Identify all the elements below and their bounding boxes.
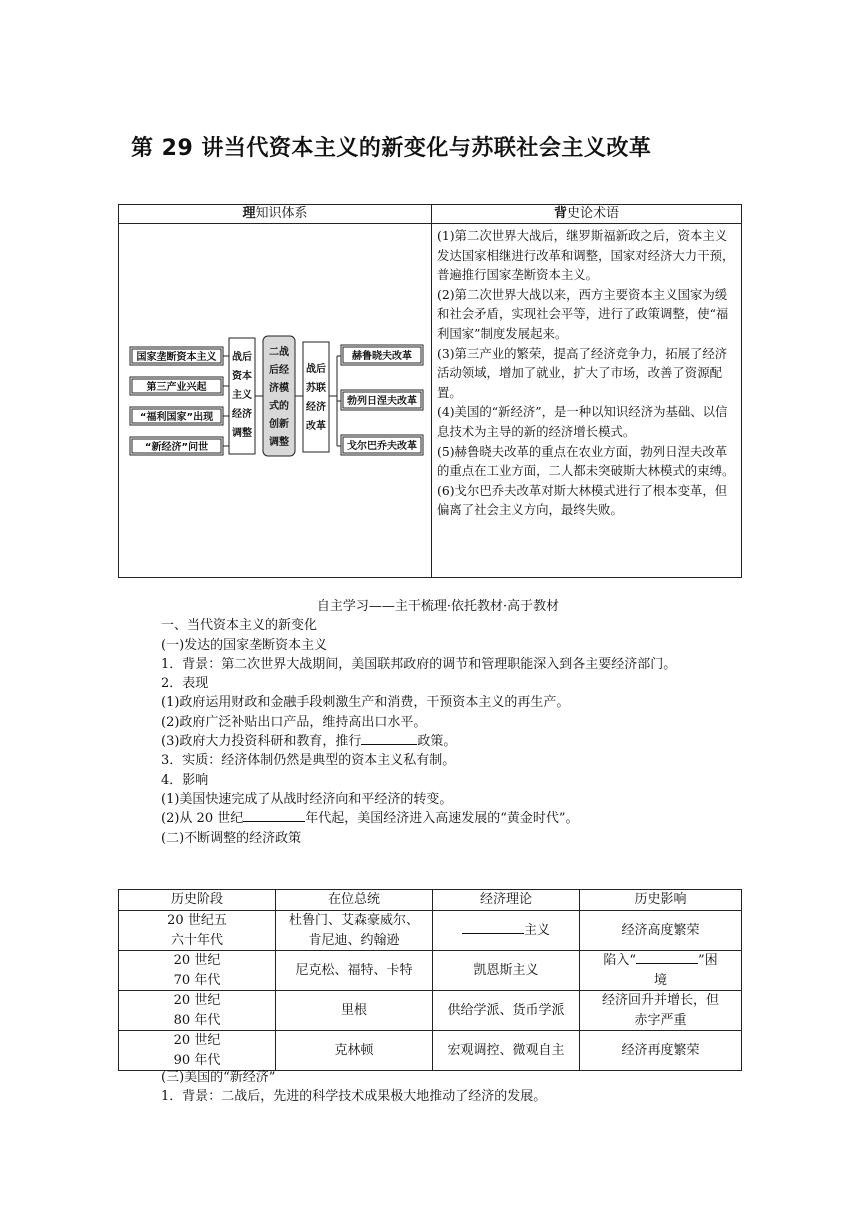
term-note: (1)第二次世界大战后，继罗斯福新政之后，资本主义发达国家相继进行改革和调整，国家对经济大力干预，普遍推行国家垄断资本主义。 <box>437 228 735 283</box>
table-cell: 20 世纪五 六十年代 <box>119 911 276 951</box>
paragraph: 4．影响 <box>161 772 209 788</box>
table-cell: 经济高度繁荣 <box>580 911 742 951</box>
table-cell: 供给学派、货币学派 <box>433 991 580 1031</box>
diagram-right-item: 勃列日涅夫改革 <box>347 396 417 407</box>
term-note: (4)美国的“新经济”，是一种以知识经济为基础、以信息技术为主导的新的经济增长模式。 <box>437 404 728 439</box>
term-note: (6)戈尔巴乔夫改革对斯大林模式进行了根本变革，但偏离了社会主义方向，最终失败。 <box>437 482 728 518</box>
paragraph: (2)政府广泛补贴出口产品，维持高出口水平。 <box>161 714 427 730</box>
diagram-center-line: 济模 <box>269 383 289 394</box>
diagram-left-item: “福利国家”出现 <box>139 412 214 423</box>
column-header: 历史影响 <box>580 890 742 911</box>
diagram-left-group-line: 资本 <box>232 371 252 382</box>
paragraph: (2)从 20 世纪 年代起，美国经济进入高速发展的“黄金时代”。 <box>161 811 579 827</box>
table-cell: 20 世纪 70 年代 <box>119 951 276 991</box>
subsection-title: (二)不断调整的经济政策 <box>161 830 302 846</box>
table-row <box>119 991 742 1031</box>
policy-table <box>118 889 742 1071</box>
knowledge-diagram <box>119 224 431 578</box>
fill-blank[interactable] <box>636 951 698 964</box>
table-cell: 杜鲁门、艾森豪威尔、 肯尼迪、约翰逊 <box>276 911 433 951</box>
fill-blank[interactable] <box>462 921 524 934</box>
column-header: 经济理论 <box>433 890 580 911</box>
term-note: (2)第二次世界大战以来，西方主要资本主义国家为缓和社会矛盾，实现社会平等，进行了政策调整，使“福利国家”制度发展起来。 <box>437 286 729 341</box>
table-cell: 尼克松、福特、卡特 <box>276 951 433 991</box>
table-cell: 经济回升并增长，但 赤字严重 <box>580 991 742 1031</box>
diagram-left-item: 第三产业兴起 <box>146 382 207 393</box>
diagram-center-line: 调整 <box>269 437 289 448</box>
paragraph: (1)美国快速完成了从战时经济向和平经济的转变。 <box>161 791 453 807</box>
new-economy-section <box>134 1068 742 1107</box>
section-heading: 自主学习——主干梳理·依托教材·高于教材 <box>316 599 560 614</box>
term-note: (3)第三产业的繁荣，提高了经济竞争力，拓展了经济活动领域，增加了就业，扩大了市场，改善了资源配置。 <box>437 345 728 400</box>
table-cell: 经济再度繁荣 <box>580 1031 742 1071</box>
table-cell: 20 世纪 80 年代 <box>119 991 276 1031</box>
diagram-right-group-line: 改革 <box>306 421 326 432</box>
diagram-right-item: 赫鲁晓夫改革 <box>352 351 412 362</box>
terms-header: 背史论术语 <box>432 205 742 224</box>
diagram-center-line: 创新 <box>269 419 289 430</box>
diagram-left-group-line: 战后 <box>232 352 252 363</box>
diagram-right-item: 戈尔巴乔夫改革 <box>347 441 417 452</box>
table-cell: 主义 <box>433 911 580 951</box>
knowledge-diagram-cell <box>119 224 432 578</box>
paragraph: (1)政府运用财政和金融手段刺激生产和消费，干预资本主义的再生产。 <box>161 695 570 711</box>
subsection-title: (三)美国的“新经济” <box>161 1070 276 1085</box>
paragraph: 3．实质：经济体制仍然是典型的资本主义私有制。 <box>161 753 456 769</box>
diagram-left-group-line: 调整 <box>232 428 252 439</box>
terms-notes <box>432 224 742 578</box>
term-note: (5)赫鲁晓夫改革的重点在农业方面，勃列日涅夫改革的重点在工业方面，二人都未突破斯大林模式的束缚。 <box>437 443 735 479</box>
diagram-center-line: 式的 <box>269 401 289 412</box>
table-cell: 凯恩斯主义 <box>433 951 580 991</box>
diagram-right-group-line: 经济 <box>306 402 326 413</box>
page-title: 第 29 讲当代资本主义的新变化与苏联社会主义改革 <box>131 136 652 161</box>
table-cell: 陷入“ ”困 境 <box>580 951 742 991</box>
table-cell: 里根 <box>276 991 433 1031</box>
fill-blank[interactable] <box>243 809 305 822</box>
diagram-left-group-line: 经济 <box>232 409 252 420</box>
paragraph: 2．表现 <box>161 676 209 692</box>
diagram-center-line: 后经 <box>269 365 289 376</box>
section-title: 一、当代资本主义的新变化 <box>161 618 318 634</box>
subsection-title: (一)发达的国家垄断资本主义 <box>161 637 328 653</box>
table-row <box>119 911 742 951</box>
paragraph: (3)政府大力投资科研和教育，推行 政策。 <box>161 734 457 750</box>
diagram-right-group-line: 苏联 <box>306 383 326 394</box>
paragraph: 1．背景：第二次世界大战期间，美国联邦政府的调节和管理职能深入到各主要经济部门。 <box>161 656 677 672</box>
diagram-right-group-line: 战后 <box>306 364 326 375</box>
diagram-center-line: 二战 <box>269 347 289 358</box>
study-section <box>134 597 742 848</box>
table-cell: 20 世纪 90 年代 <box>119 1031 276 1071</box>
diagram-left-item: “新经济”问世 <box>144 442 209 453</box>
summary-table <box>118 204 742 578</box>
fill-blank[interactable] <box>361 732 417 745</box>
table-row <box>119 1031 742 1071</box>
paragraph: 1．背景：二战后，先进的科学技术成果极大地推动了经济的发展。 <box>161 1089 547 1105</box>
diagram-left-item: 国家垄断资本主义 <box>136 352 217 363</box>
table-row <box>119 951 742 991</box>
table-cell: 宏观调控、微观自主 <box>433 1031 580 1071</box>
column-header: 历史阶段 <box>119 890 276 911</box>
knowledge-system-header: 理知识体系 <box>119 205 432 224</box>
table-cell: 克林顿 <box>276 1031 433 1071</box>
column-header: 在位总统 <box>276 890 433 911</box>
diagram-left-group-line: 主义 <box>232 390 252 401</box>
